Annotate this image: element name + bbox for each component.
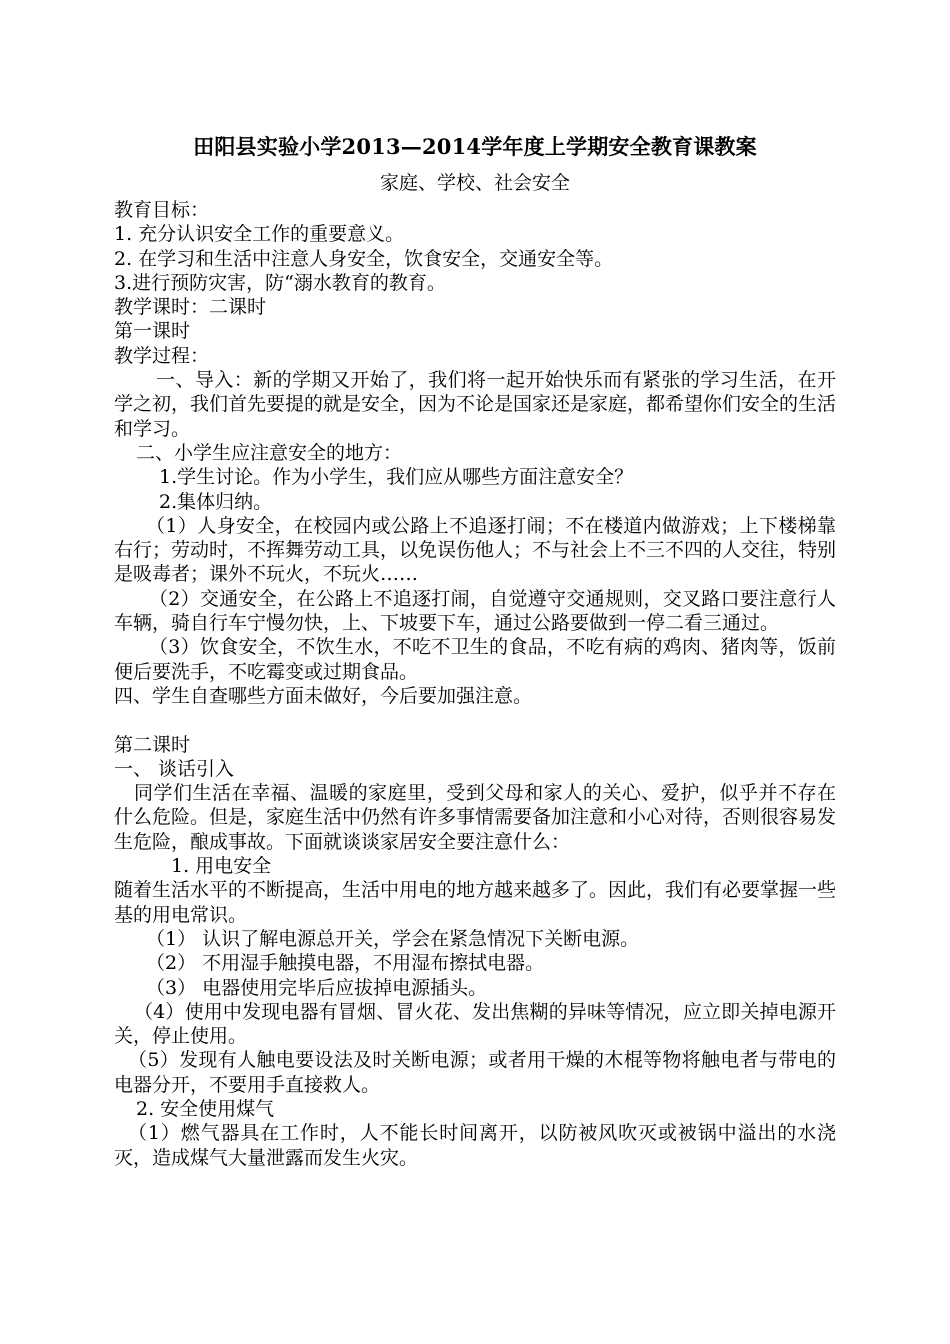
process-heading: 教学过程： (114, 344, 210, 367)
goal-item: 1. 充分认识安全工作的重要意义。 (114, 223, 405, 246)
traffic-safety-paragraph: （2）交通安全，在公路上不追逐打闹，自觉遵守交通规则，交叉路口要注意行人车辆，骑自行车宁慢勿快，上、下坡要下车，通过公路要做到一停二看三通过。 (114, 587, 836, 635)
family-intro-paragraph: 同学们生活在幸福、温暖的家庭里，受到父母和家人的关心、爱护，似乎并不存在什么危险。但是，家庭生活中仍然有许多事情需要备加注意和小心对待，否则很容易发生危险，酿成事故。下面就谈谈家居安全要注意什么： (114, 782, 837, 853)
goals-heading: 教育目标： (114, 199, 210, 221)
gas-item: （1）燃气器具在工作时，人不能长时间离开，以防被风吹灭或被锅中溢出的水浇灭，造成煤气大量泄露而发生火灾。 (114, 1122, 836, 1169)
personal-safety-paragraph: （1）人身安全，在校园内或公路上不追逐打闹；不在楼道内做游戏；上下楼梯靠右行；劳动时，不挥舞劳动工具，以免误伤他人；不与社会上不三不四的人交往，特别是吸毒者；课外不玩火，不玩火…… (114, 514, 837, 586)
food-safety-paragraph: （3）饮食安全，不饮生水，不吃不卫生的食品，不吃有病的鸡肉、猪肉等，饭前便后要洗手，不吃霉变或过期食品。 (114, 636, 836, 683)
electric-item: （5）发现有人触电要设法及时关断电源；或者用干燥的木棍等物将触电者与带电的电器分开，不要用手直接救人。 (114, 1049, 836, 1096)
section-two-heading: 二、小学生应注意安全的地方： (136, 441, 403, 464)
blank-line (114, 708, 836, 732)
summary-item: 2.集体归纳。 (159, 490, 273, 513)
discussion-item: 1.学生讨论。作为小学生，我们应从哪些方面注意安全？ (159, 466, 634, 489)
electric-item: （2） 不用湿手触摸电器，不用湿布擦拭电器。 (146, 952, 545, 975)
document-page (114, 130, 836, 1170)
gas-safety-heading: 2. 安全使用煤气 (136, 1097, 275, 1120)
document-title: 田阳县实验小学2013—2014学年度上学期安全教育课教案 (193, 134, 757, 159)
document-subtitle: 家庭、学校、社会安全 (379, 172, 570, 194)
electric-item: （4）使用中发现电器有冒烟、冒火花、发出焦糊的异味等情况，应立即关掉电源开关，停止使用。 (114, 1000, 836, 1048)
electric-item: （3） 电器使用完毕后应拔掉电源插头。 (146, 976, 488, 999)
electric-safety-heading: 1. 用电安全 (171, 855, 272, 878)
electric-intro-paragraph: 随着生活水平的不断提高，生活中用电的地方越来越多了。因此，我们有必要掌握一些基的用电常识。 (114, 879, 837, 926)
lesson-one-heading: 第一课时 (114, 320, 191, 343)
talk-intro-heading: 一、 谈话引入 (114, 757, 235, 780)
section-four-heading: 四、学生自查哪些方面未做好，今后要加强注意。 (114, 684, 533, 707)
class-hours: 教学课时：二课时 (114, 296, 267, 319)
lesson-two-heading: 第二课时 (114, 733, 191, 756)
goal-item: 2. 在学习和生活中注意人身安全，饮食安全，交通安全等。 (114, 247, 614, 270)
electric-item: （1） 认识了解电源总开关，学会在紧急情况下关断电源。 (146, 927, 640, 950)
goal-item: 3.进行预防灾害，防“溺水教育的教育。 (114, 271, 446, 294)
intro-paragraph: 一、导入：新的学期又开始了，我们将一起开始快乐而有紧张的学习生活，在开学之初，我们首先要提的就是安全，因为不论是国家还是家庭，都希望你们安全的生活和学习。 (114, 369, 837, 440)
